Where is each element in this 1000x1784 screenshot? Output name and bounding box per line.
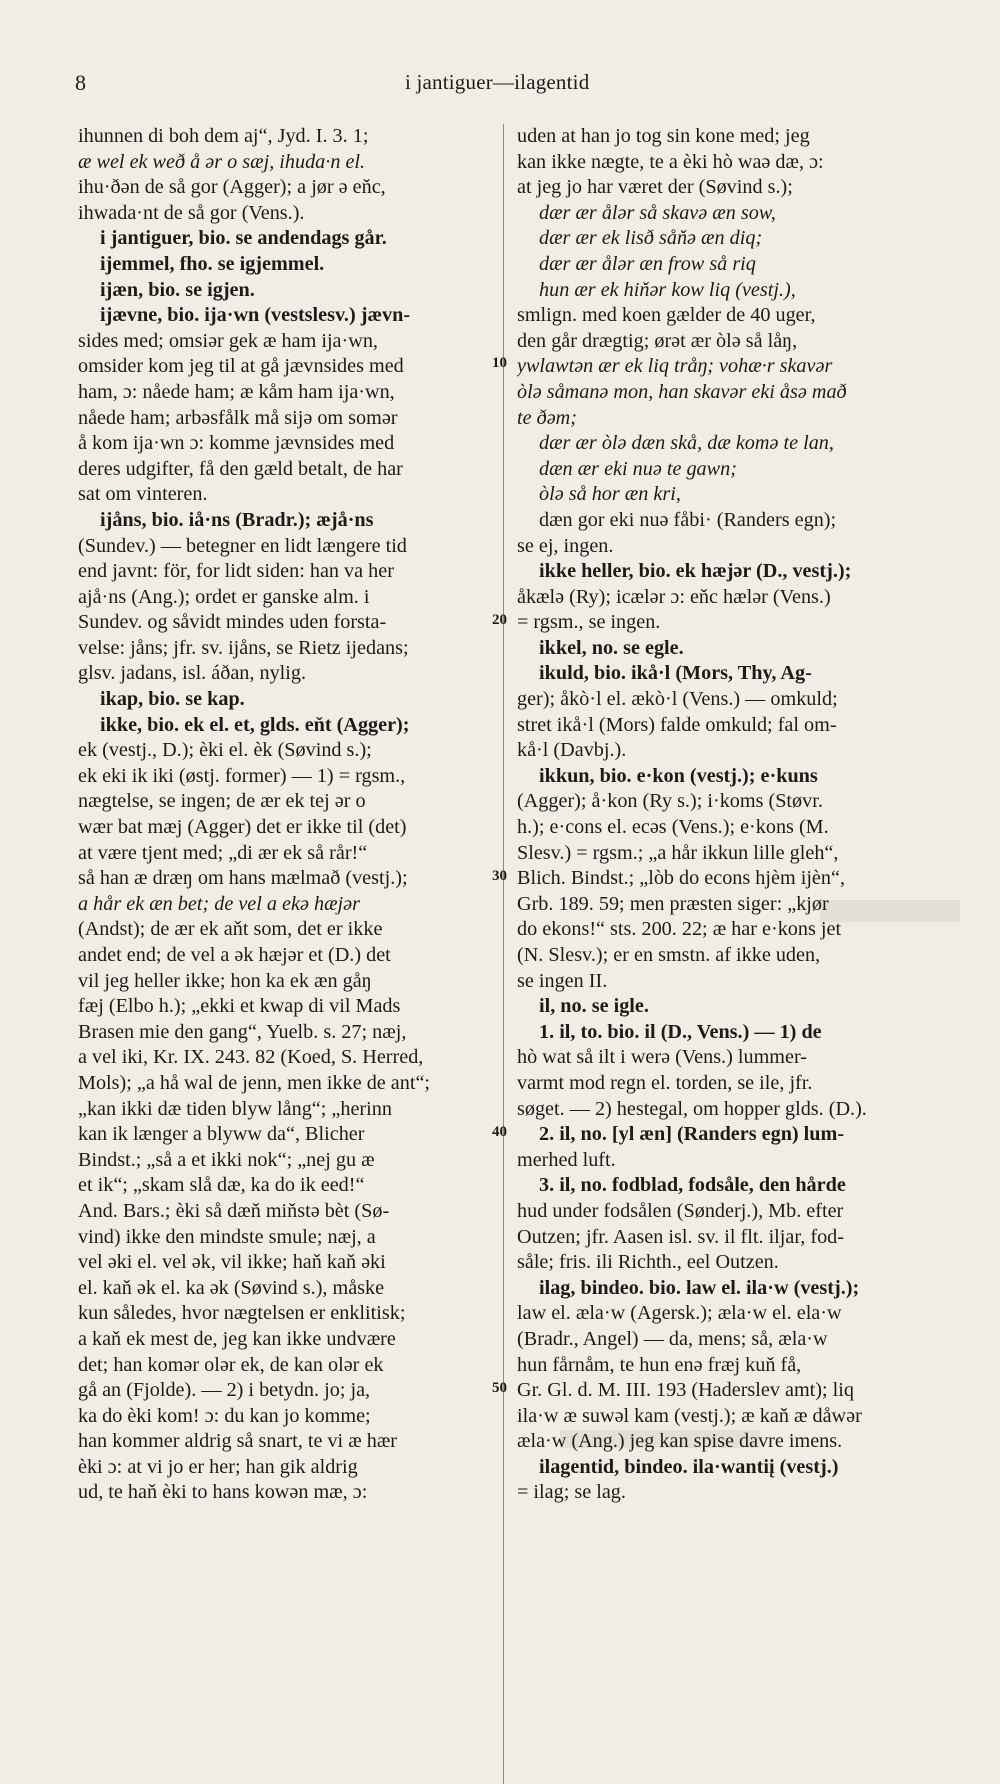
text-line: (N. Slesv.); er en smstn. af ikke uden, — [517, 944, 821, 966]
text-line: andet end; de vel a ək hæjər et (D.) det — [78, 944, 391, 966]
text-line: „kan ikki dæ tiden blyw lång“; „herinn — [78, 1097, 392, 1120]
text-line: velse: jåns; jfr. sv. ijåns, se Rietz ijedans; — [78, 636, 409, 659]
text-line: et ik“; „skam slå dæ, ka do ik eed!“ — [78, 1174, 365, 1197]
text-line: = ilag; se lag. — [517, 1481, 626, 1504]
text-line: ihunnen di boh dem aj“, Jyd. I. 3. 1; — [78, 125, 369, 147]
entry-headword-line: ikke, bio. ek el. et, glds. eňt (Agger); — [100, 713, 410, 736]
text-line: ihwada·nt de så gor (Vens.). — [78, 201, 305, 224]
text-line: varmt mod regn el. torden, se ile, jfr. — [517, 1071, 813, 1094]
line-number: 20 — [492, 612, 507, 628]
text-line: do ekons!“ sts. 200. 22; æ har e·kons jet — [517, 918, 842, 941]
text-line: såle; fris. ili Richth., eel Outzen. — [517, 1251, 779, 1274]
column-divider — [503, 124, 504, 1784]
verse-line: dær ær ålər æn frow så riq — [539, 252, 756, 275]
text-line: Gr. Gl. d. M. III. 193 (Haderslev amt); liq — [517, 1379, 854, 1402]
text-line: glsv. jadans, isl. áðan, nylig. — [78, 662, 307, 685]
verse-line: òlə så hor æn kri, — [539, 483, 681, 506]
text-line: så han æ dræŋ om hans mælmað (vestj.); — [78, 867, 408, 890]
verse-line: dær ær ek lisð såňə æn diq; — [539, 227, 763, 250]
entry-headword-line: ikkel, no. se egle. — [539, 636, 684, 659]
entry-headword-line: 2. il, no. [yl æn] (Randers egn) lum- — [539, 1123, 845, 1146]
text-line: at jeg jo har været der (Søvind s.); — [517, 176, 793, 199]
verse-line: dær ær ålər så skavə æn sow, — [539, 201, 776, 224]
text-line: ek (vestj., D.); èki el. èk (Søvind s.); — [78, 739, 372, 762]
text-line: (Sundev.) — betegner en lidt længere tid — [78, 534, 407, 557]
text-line: det; han komər olər ek, de kan olər ek — [78, 1353, 384, 1376]
text-line: merhed luft. — [517, 1148, 616, 1171]
text-line: hun fårnåm, te hun enə fræj kuň få, — [517, 1353, 802, 1376]
entry-headword-line: ikuld, bio. ikå·l (Mors, Thy, Ag- — [539, 662, 812, 685]
text-line: (Andst); de ær ek aňt som, det er ikke — [78, 918, 383, 941]
text-line: vil jeg heller ikke; hon ka ek æn gåŋ — [78, 969, 372, 992]
text-line: den går drægtig; ørət ær òlə så låŋ, — [517, 329, 798, 352]
text-line: h.); e·cons el. ecəs (Vens.); e·kons (M. — [517, 816, 829, 839]
text-line: smlign. med koen gælder de 40 uger, — [517, 304, 816, 327]
text-line: (Bradr., Angel) — da, mens; så, æla·w — [517, 1327, 828, 1350]
text-line: Sundev. og såvidt mindes uden forsta- — [78, 611, 387, 634]
text-line: vel əki el. vel ək, vil ikke; haň kaň əki — [78, 1251, 386, 1274]
entry-headword-line: ikkun, bio. e·kon (vestj.); e·kuns — [539, 764, 818, 787]
text-line: èki ɔ: at vi jo er her; han gik aldrig — [78, 1455, 358, 1478]
text-line: te ðəm; — [517, 406, 577, 429]
text-line: kun således, hvor nægtelsen er enklitisk; — [78, 1302, 406, 1325]
entry-headword-line: ilagentid, bindeo. ila·wantiį (vestj.) — [539, 1455, 839, 1478]
text-line: at være tjent med; „di ær ek så rår!“ — [78, 841, 368, 864]
text-line: And. Bars.; èki så dæň miňstə bèt (Sø- — [78, 1199, 390, 1222]
text-line: ajå·ns (Ang.); ordet er ganske alm. i — [78, 585, 370, 608]
running-title: i jantiguer—ilagentid — [405, 70, 590, 94]
text-line: a vel iki, Kr. IX. 243. 82 (Koed, S. Herred, — [78, 1046, 424, 1069]
line-number: 40 — [492, 1124, 507, 1140]
text-line: uden at han jo tog sin kone med; jeg — [517, 125, 810, 147]
text-line: fæj (Elbo h.); „ekki et kwap di vil Mads — [78, 995, 401, 1018]
text-line: òlə såmanə mon, han skavər eki åsə mað — [517, 380, 847, 403]
line-number: 50 — [492, 1380, 507, 1396]
text-line: Outzen; jfr. Aasen isl. sv. il flt. iljar, fod- — [517, 1225, 844, 1248]
text-line: kå·l (Davbj.). — [517, 739, 627, 762]
text-line: søget. — 2) hestegal, om hopper glds. (D.). — [517, 1097, 867, 1120]
text-line: Mols); „a hå wal de jenn, men ikke de ant“; — [78, 1071, 431, 1094]
text-line: Blich. Bindst.; „lòb do econs hjèm ijèn“, — [517, 867, 845, 890]
entry-headword-line: 3. il, no. fodblad, fodsåle, den hårde — [539, 1174, 846, 1197]
verse-line: hun ær ek hiňər kow liq (vestj.), — [539, 278, 796, 301]
entry-headword-line: ikap, bio. se kap. — [100, 688, 245, 711]
text-line: sides med; omsiər gek æ ham ija·wn, — [78, 329, 378, 352]
text-line: kan ikke nægte, te a èki hò waə dæ, ɔ: — [517, 150, 824, 173]
text-line: a kaň ek mest de, jeg kan ikke undvære — [78, 1327, 396, 1350]
right-column — [517, 124, 935, 1506]
line-number: 10 — [492, 355, 507, 371]
text-line: stret ikå·l (Mors) falde omkuld; fal om- — [517, 713, 837, 736]
text-line: end javnt: för, for lidt siden: han va her — [78, 560, 394, 583]
text-line: ham, ɔ: nåede ham; æ kåm ham ija·wn, — [78, 380, 395, 403]
entry-headword-line: il, no. se igle. — [539, 995, 649, 1018]
entry-headword-line: 1. il, to. bio. il (D., Vens.) — 1) de — [539, 1020, 822, 1043]
text-line: Brasen mie den gang“, Yuelb. s. 27; næj, — [78, 1020, 407, 1043]
entry-headword-line: ijemmel, fho. se igjemmel. — [100, 252, 325, 275]
left-column — [78, 124, 490, 1506]
verse-line: dæn gor eki nuə fåbi· (Randers egn); — [539, 508, 837, 531]
text-line: vind) ikke den mindste smule; næj, a — [78, 1225, 376, 1248]
text-line: se ej, ingen. — [517, 534, 614, 557]
text-line: deres udgifter, få den gæld betalt, de har — [78, 457, 403, 480]
text-line: Grb. 189. 59; men præsten siger: „kjør — [517, 892, 829, 915]
line-number: 30 — [492, 868, 507, 884]
entry-headword-line: ijævne, bio. ija·wn (vestslesv.) jævn- — [100, 304, 411, 327]
text-line: ywlawtən ær ek liq tråŋ; vohæ·r skavər — [517, 355, 833, 378]
text-line: ud, te haň èki to hans kowən mæ, ɔ: — [78, 1481, 368, 1504]
text-line: han kommer aldrig så snart, te vi æ hær — [78, 1430, 398, 1453]
text-line: nægtelse, se ingen; de ær ek tej ər o — [78, 790, 366, 813]
text-line: gå an (Fjolde). — 2) i betydn. jo; ja, — [78, 1379, 371, 1402]
text-line: se ingen II. — [517, 969, 608, 992]
text-line: a hår ek æn bet; de vel a ekə hæjər — [78, 892, 360, 915]
entry-headword-line: ijæn, bio. se igjen. — [100, 278, 255, 301]
text-line: sat om vinteren. — [78, 483, 208, 506]
text-line: å kom ija·wn ɔ: komme jævnsides med — [78, 432, 395, 455]
text-line: el. kaň ək el. ka ək (Søvind s.), måske — [78, 1276, 385, 1299]
text-line: ila·w æ suwəl kam (vestj.); æ kaň æ dåwər — [517, 1404, 862, 1427]
text-line: law el. æla·w (Agersk.); æla·w el. ela·w — [517, 1302, 842, 1325]
entry-headword-line: ilag, bindeo. bio. law el. ila·w (vestj.); — [539, 1276, 860, 1299]
text-line: ka do èki kom! ɔ: du kan jo komme; — [78, 1404, 371, 1427]
text-line: hud under fodsålen (Sønderj.), Mb. efter — [517, 1199, 844, 1222]
text-line: æ wel ek weð å ər o sæj, ihuda·n el. — [78, 150, 366, 173]
text-line: ek eki ik iki (østj. former) — 1) = rgsm., — [78, 764, 406, 787]
text-line: = rgsm., se ingen. — [517, 611, 661, 634]
text-line: omsider kom jeg til at gå jævnsides med — [78, 355, 404, 378]
text-line: Slesv.) = rgsm.; „a hår ikkun lille gleh“, — [517, 841, 839, 864]
text-line: wær bat mæj (Agger) det er ikke til (det) — [78, 816, 407, 839]
text-line: ihu·ðən de så gor (Agger); a jør ə eňc, — [78, 176, 386, 199]
verse-line: dæn ær eki nuə te gawn; — [539, 457, 737, 480]
text-line: nåede ham; arbəsfålk må sijə om somər — [78, 406, 398, 429]
text-line: ger); åkò·l el. ækò·l (Vens.) — omkuld; — [517, 688, 838, 711]
text-line: hò wat så ilt i werə (Vens.) lummer- — [517, 1046, 807, 1069]
text-line: æla·w (Ang.) jeg kan spise davre imens. — [517, 1430, 843, 1453]
page-number: 8 — [75, 70, 86, 95]
entry-headword-line: ijåns, bio. iå·ns (Bradr.); æjå·ns — [100, 508, 374, 531]
text-line: åkælə (Ry); icælər ɔ: eňc hælər (Vens.) — [517, 585, 831, 608]
verse-line: dær ær òlə dæn skå, dæ komə te lan, — [539, 432, 834, 455]
entry-headword-line: i jantiguer, bio. se andendags går. — [100, 227, 387, 250]
entry-headword-line: ikke heller, bio. ek hæjər (D., vestj.); — [539, 560, 852, 583]
text-line: Bindst.; „så a et ikki nok“; „nej gu æ — [78, 1148, 375, 1171]
text-line: kan ik længer a blyww da“, Blicher — [78, 1123, 365, 1146]
text-line: (Agger); å·kon (Ry s.); i·koms (Støvr. — [517, 790, 823, 813]
